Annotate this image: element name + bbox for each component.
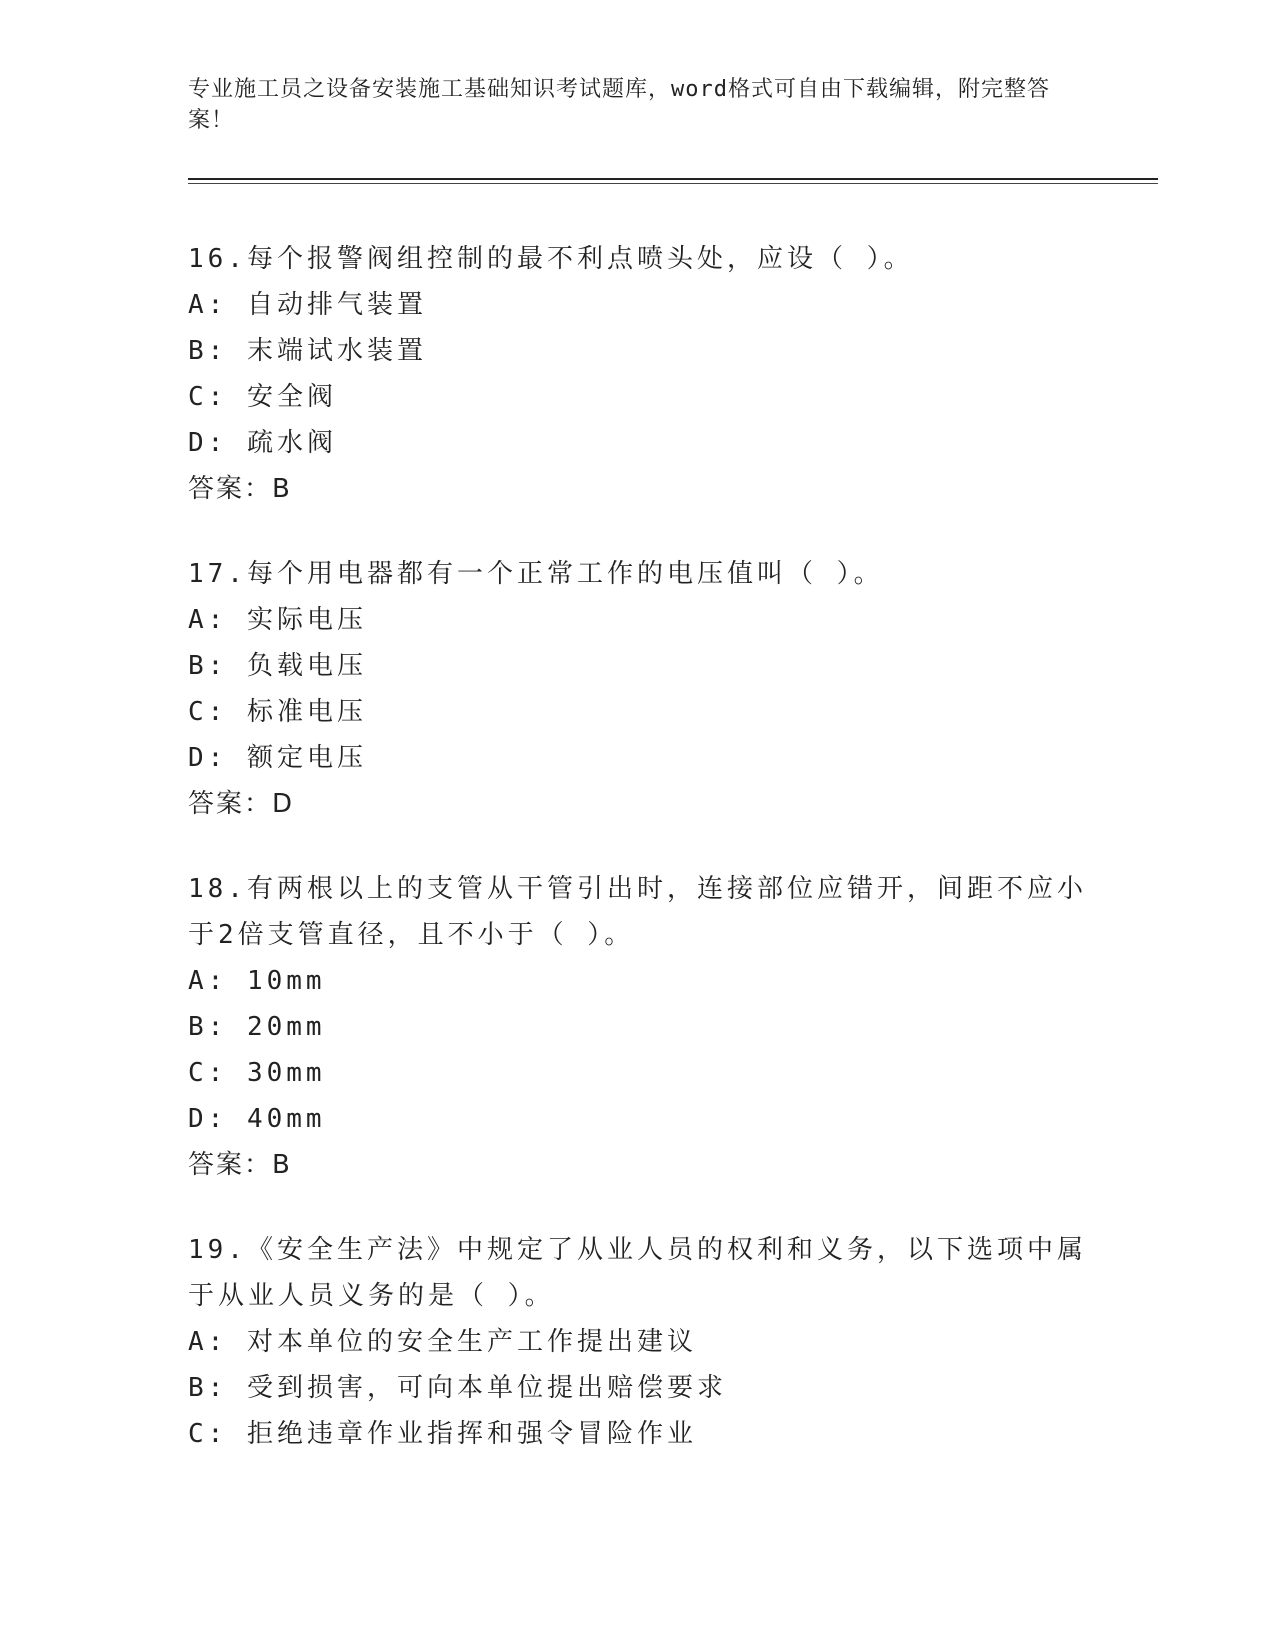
answer-line: 答案：D	[188, 789, 295, 819]
option-b: B: 20mm	[188, 1012, 326, 1042]
option-a: A: 对本单位的安全生产工作提出建议	[188, 1327, 697, 1357]
header-divider-thick	[188, 178, 1158, 180]
option-b: B: 受到损害，可向本单位提出赔偿要求	[188, 1373, 727, 1403]
option-a: A: 实际电压	[188, 605, 367, 635]
option-b: B: 末端试水装置	[188, 336, 427, 366]
question-stem: 19.《安全生产法》中规定了从业人员的权利和义务，以下选项中属于从业人员义务的是（ ）。	[188, 1235, 1087, 1311]
question-stem: 16.每个报警阀组控制的最不利点喷头处，应设（ ）。	[188, 244, 914, 274]
question-18	[188, 866, 1088, 1188]
option-d: D: 40mm	[188, 1104, 326, 1134]
option-a: A: 自动排气装置	[188, 290, 427, 320]
question-19	[188, 1227, 1088, 1457]
document-header: 专业施工员之设备安装施工基础知识考试题库，word格式可自由下载编辑，附完整答案！	[188, 77, 1050, 133]
answer-line: 答案：B	[188, 1150, 292, 1180]
question-17	[188, 551, 1088, 827]
option-c: C: 30mm	[188, 1058, 326, 1088]
option-b: B: 负载电压	[188, 651, 367, 681]
option-d: D: 额定电压	[188, 743, 367, 773]
question-stem: 17.每个用电器都有一个正常工作的电压值叫（ ）。	[188, 559, 884, 589]
option-a: A: 10mm	[188, 966, 326, 996]
option-c: C: 拒绝违章作业指挥和强令冒险作业	[188, 1419, 697, 1449]
option-d: D: 疏水阀	[188, 428, 337, 458]
question-stem: 18.有两根以上的支管从干管引出时，连接部位应错开，间距不应小于2倍支管直径，且不小于（ ）。	[188, 874, 1087, 950]
answer-line: 答案：B	[188, 474, 292, 504]
question-list	[188, 236, 1088, 1496]
question-16	[188, 236, 1088, 512]
option-c: C: 安全阀	[188, 382, 337, 412]
header-divider-thin	[188, 183, 1158, 184]
option-c: C: 标准电压	[188, 697, 367, 727]
